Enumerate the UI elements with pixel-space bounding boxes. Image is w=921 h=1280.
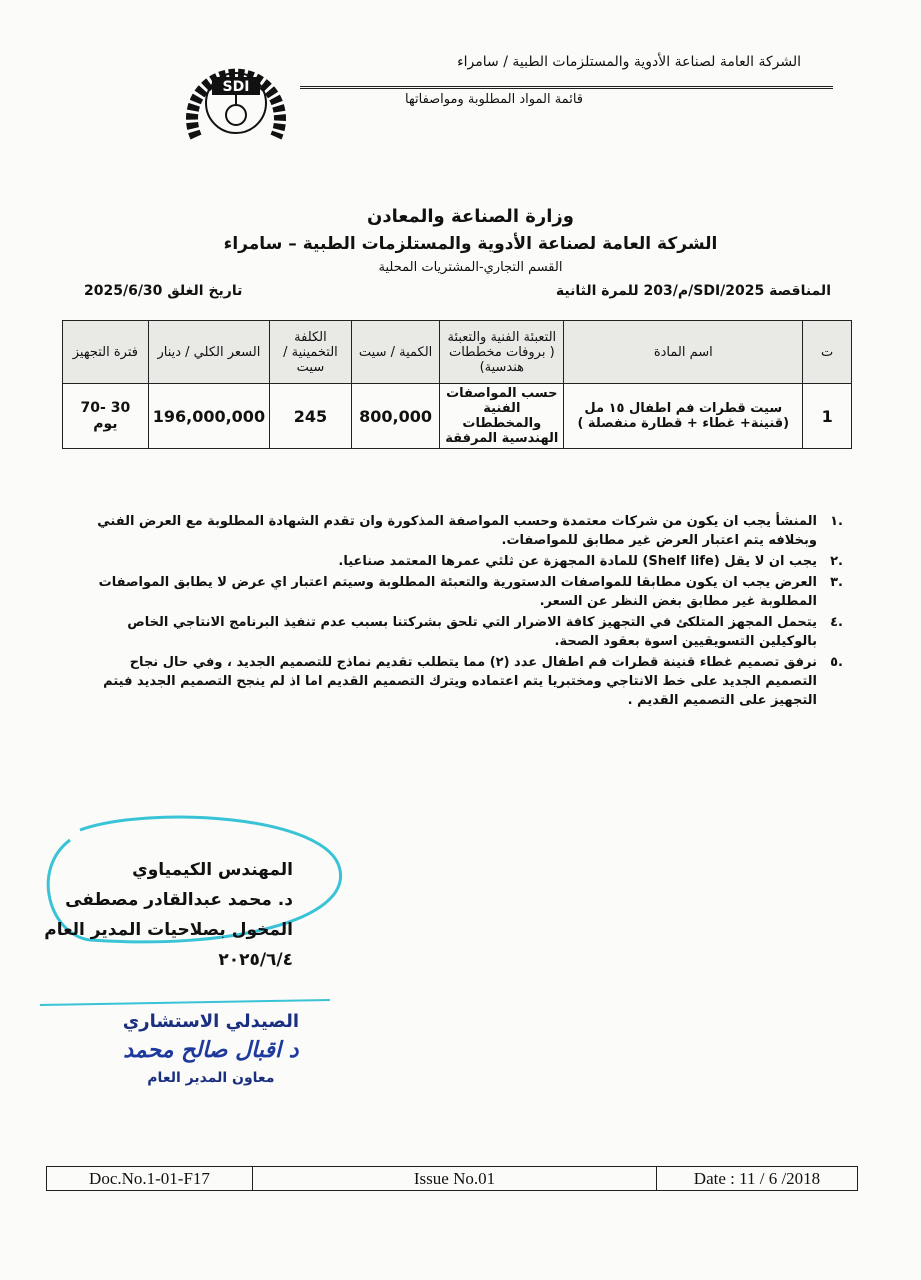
doc-date: Date : 11 / 6 /2018 xyxy=(657,1167,858,1191)
condition-number: .١ xyxy=(830,514,843,529)
condition-number: .٤ xyxy=(830,615,843,630)
signature-2-name: د اقبال صالح محمد xyxy=(123,1037,299,1063)
header-cost: الكلفة التخمينية / سيت xyxy=(270,321,352,384)
closing-date: تاريخ الغلق 2025/6/30 xyxy=(84,283,243,299)
cell-total: 196,000,000 xyxy=(148,384,269,449)
condition-text: يجب ان لا يقل (Shelf life) للمادة المجهزة عن ثلثي عمرها المعتمد صناعيا. xyxy=(338,554,817,569)
company-header: الشركة العامة لصناعة الأدوية والمستلزمات الطبية / سامراء xyxy=(457,54,801,70)
cell-item: سيت قطرات فم اطفال ١٥ مل (قنينة+ غطاء + قطارة منفصلة ) xyxy=(564,384,803,449)
condition-item xyxy=(96,653,843,710)
header-item: اسم المادة xyxy=(564,321,803,384)
header-seq: ت xyxy=(803,321,852,384)
sdi-logo xyxy=(176,57,296,147)
condition-number: .٢ xyxy=(830,554,843,569)
company-title: الشركة العامة لصناعة الأدوية والمستلزمات الطبية – سامراء xyxy=(223,234,718,254)
header-total: السعر الكلي / دينار xyxy=(148,321,269,384)
department-title: القسم التجاري-المشتريات المحلية xyxy=(378,260,563,275)
table-row xyxy=(63,384,852,449)
condition-item xyxy=(96,512,843,550)
doc-number: Doc.No.1-01-F17 xyxy=(47,1167,253,1191)
signature-block-2 xyxy=(123,1008,299,1092)
condition-text: يتحمل المجهز المتلكئ في التجهيز كافة الاضرار التي تلحق بشركتنا بسبب عدم تنفيذ البرنامج الانتاجي الخاص بالوكيلين التسويقيين اسوة بعقود الصحة. xyxy=(127,615,817,649)
cell-packaging: حسب المواصفات الفنية والمخططات الهندسية المرفقة xyxy=(440,384,564,449)
signature-block-1 xyxy=(44,855,293,975)
ministry-title: وزارة الصناعة والمعادن xyxy=(367,206,574,227)
signature-2-title: الصيدلي الاستشاري xyxy=(122,1011,299,1032)
cell-seq: 1 xyxy=(803,384,852,449)
condition-item xyxy=(96,613,843,651)
condition-text: المنشأ يجب ان يكون من شركات معتمدة وحسب المواصفة المذكورة وان تقدم الشهادة المطلوبة مع العرض الفني وبخلافه يتم اعتبار العرض غير مطابق للمواصفات. xyxy=(97,514,817,548)
condition-text: نرفق تصميم غطاء قنينة قطرات فم اطفال عدد (٢) مما يتطلب تقديم نماذج للتصميم الجديد ، وفي حال نجاح التصميم الجديد على خط الانتاجي ومختبريا يتم اعتماده ويترك التصميم القديم اما اذ لم ينجح التصميم الجديد فيتم التجهيز على التصميم القديم . xyxy=(103,655,817,708)
conditions-list xyxy=(96,512,843,710)
signature-1-name: د. محمد عبدالقادر مصطفى xyxy=(65,890,293,910)
items-table xyxy=(62,320,852,449)
cell-supply: 30 -70 يوم xyxy=(63,384,149,449)
issue-number: Issue No.01 xyxy=(253,1167,657,1191)
condition-text: العرض يجب ان يكون مطابقا للمواصفات الدستورية والتعبئة المطلوبة وسيتم اعتبار اي عرض لا يطابق المواصفات المطلوبة غير مطابق بغض النظر عن السعر. xyxy=(98,575,817,609)
header-subtitle: قائمة المواد المطلوبة ومواصفاتها xyxy=(405,92,583,107)
tender-number: المناقصة 2025/SDI/م/203 للمرة الثانية xyxy=(555,283,831,299)
header-packaging: التعبئة الفنية والتعبئة ( بروفات مخططات هندسية) xyxy=(440,321,564,384)
condition-number: .٣ xyxy=(830,575,843,590)
signature-1-role: المخول بصلاحيات المدير العام xyxy=(44,920,293,940)
condition-item xyxy=(96,573,843,611)
logo-text: SDI xyxy=(222,79,250,95)
document-footer xyxy=(46,1166,858,1191)
condition-number: .٥ xyxy=(830,655,843,670)
table-header-row xyxy=(63,321,852,384)
signature-1-date: ٢٠٢٥/٦/٤ xyxy=(218,950,293,970)
header-qty: الكمية / سيت xyxy=(351,321,439,384)
condition-item xyxy=(96,552,843,571)
cell-cost: 245 xyxy=(270,384,352,449)
header-supply: فترة التجهيز xyxy=(63,321,149,384)
signature-2-role: معاون المدير العام xyxy=(147,1070,275,1086)
signature-1-title: المهندس الكيمياوي xyxy=(132,860,293,880)
cell-qty: 800,000 xyxy=(351,384,439,449)
